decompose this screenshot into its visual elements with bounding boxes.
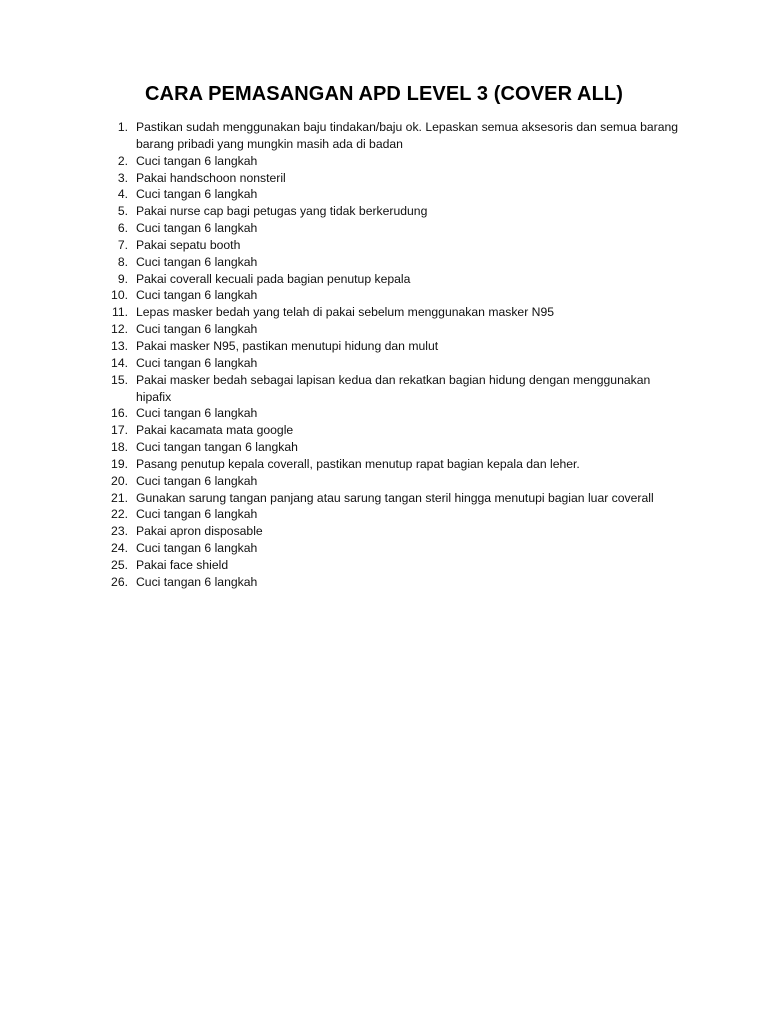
list-item	[104, 170, 684, 187]
list-item	[104, 153, 684, 170]
step-number: 25.	[111, 557, 128, 572]
step-number: 20.	[111, 473, 128, 488]
step-number: 4.	[117, 187, 128, 202]
step-number: 6.	[117, 221, 128, 236]
step-text: Cuci tangan 6 langkah	[136, 473, 258, 488]
document-title: CARA PEMASANGAN APD LEVEL 3 (COVER ALL)	[144, 83, 623, 105]
list-item	[104, 271, 684, 288]
step-text: Cuci tangan tangan 6 langkah	[136, 440, 298, 455]
list-item	[104, 473, 684, 490]
step-number: 2.	[117, 153, 128, 168]
step-number: 21.	[111, 490, 128, 505]
step-text: Pakai face shield	[136, 557, 229, 572]
list-item	[104, 506, 684, 523]
list-item	[104, 439, 684, 456]
list-item	[104, 405, 684, 422]
step-number: 11.	[111, 305, 128, 320]
step-number: 19.	[111, 456, 128, 471]
step-text: Cuci tangan 6 langkah	[136, 406, 258, 421]
step-text: Cuci tangan 6 langkah	[136, 288, 258, 303]
list-item	[104, 540, 684, 557]
list-item	[104, 422, 684, 439]
step-text: Pakai handschoon nonsteril	[136, 170, 286, 185]
list-item	[104, 490, 684, 507]
list-item	[104, 119, 684, 153]
step-text: Gunakan sarung tangan panjang atau sarung tangan steril hingga menutupi bagian luar coverall	[136, 490, 654, 505]
step-text: Lepas masker bedah yang telah di pakai sebelum menggunakan masker N95	[136, 305, 555, 320]
step-text: Pakai coverall kecuali pada bagian penutup kepala	[136, 271, 411, 286]
step-number: 23.	[111, 524, 128, 539]
list-item	[104, 523, 684, 540]
step-text: Pakai apron disposable	[136, 524, 263, 539]
step-text: Pakai nurse cap bagi petugas yang tidak berkerudung	[136, 204, 428, 219]
step-text: Cuci tangan 6 langkah	[136, 355, 258, 370]
step-number: 18.	[111, 440, 128, 455]
step-text: Cuci tangan 6 langkah	[136, 507, 258, 522]
step-number: 3.	[117, 170, 128, 185]
steps-list	[104, 119, 684, 591]
step-number: 16.	[111, 406, 128, 421]
step-number: 14.	[111, 355, 128, 370]
step-text: Pasang penutup kepala coverall, pastikan menutup rapat bagian kepala dan leher.	[136, 456, 580, 471]
step-number: 24.	[111, 541, 128, 556]
list-item	[104, 355, 684, 372]
step-text: Pakai kacamata mata google	[136, 423, 294, 438]
step-text: Cuci tangan 6 langkah	[136, 322, 258, 337]
step-text: Pakai masker bedah sebagai lapisan kedua dan rekatkan bagian hidung dengan menggunakan hipafix	[136, 372, 651, 404]
list-item	[104, 304, 684, 321]
step-text: Cuci tangan 6 langkah	[136, 187, 258, 202]
step-number: 13.	[111, 338, 128, 353]
step-text: Cuci tangan 6 langkah	[136, 541, 258, 556]
step-number: 12.	[111, 322, 128, 337]
step-number: 10.	[111, 288, 128, 303]
step-text: Cuci tangan 6 langkah	[136, 221, 258, 236]
step-number: 22.	[111, 507, 128, 522]
step-number: 9.	[117, 271, 128, 286]
list-item	[104, 456, 684, 473]
step-number: 7.	[117, 237, 128, 252]
list-item	[104, 220, 684, 237]
list-item	[104, 372, 684, 406]
step-number: 8.	[117, 254, 128, 269]
step-number: 17.	[111, 423, 128, 438]
step-text: Cuci tangan 6 langkah	[136, 254, 258, 269]
step-number: 5.	[117, 204, 128, 219]
step-text: Cuci tangan 6 langkah	[136, 574, 258, 589]
list-item	[104, 574, 684, 591]
step-text: Pakai masker N95, pastikan menutupi hidung dan mulut	[136, 338, 439, 353]
step-text: Pakai sepatu booth	[136, 237, 241, 252]
step-number: 15.	[111, 372, 128, 387]
list-item	[104, 338, 684, 355]
step-text: Cuci tangan 6 langkah	[136, 153, 258, 168]
list-item	[104, 287, 684, 304]
list-item	[104, 254, 684, 271]
step-number: 26.	[111, 574, 128, 589]
list-item	[104, 321, 684, 338]
list-item	[104, 557, 684, 574]
step-text: Pastikan sudah menggunakan baju tindakan/baju ok. Lepaskan semua aksesoris dan semua barang barang pribadi yang mungkin masih ada di badan	[136, 120, 679, 151]
list-item	[104, 237, 684, 254]
list-item	[104, 186, 684, 203]
step-number: 1.	[117, 120, 128, 134]
list-item	[104, 203, 684, 220]
